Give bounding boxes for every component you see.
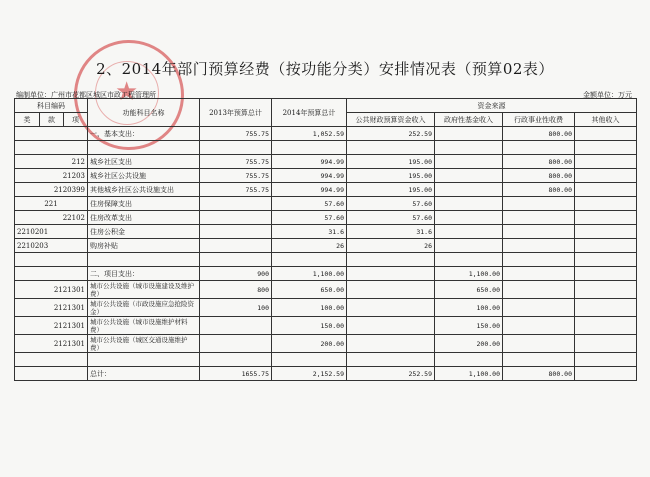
subject-code-cell: 22102 (15, 211, 88, 225)
other-income-cell (575, 127, 637, 141)
header-xiang: 项 (64, 113, 88, 127)
admin-fee-cell (503, 211, 575, 225)
fund-income-cell (435, 155, 503, 169)
y2013-cell (200, 197, 272, 211)
table-row (15, 155, 637, 169)
fund-income-cell (435, 239, 503, 253)
header-subject-code: 科目编码 (15, 99, 88, 113)
subject-code-cell: 21203 (15, 169, 88, 183)
subject-code-cell (15, 367, 88, 381)
public-income-cell: 195.00 (347, 155, 435, 169)
other-income-cell (575, 335, 637, 353)
table-row (15, 239, 637, 253)
admin-fee-cell (503, 317, 575, 335)
admin-fee-cell (503, 281, 575, 299)
table-row (15, 253, 637, 267)
other-income-cell (575, 169, 637, 183)
other-income-cell (575, 183, 637, 197)
fund-income-cell (435, 141, 503, 155)
y2013-cell: 755.75 (200, 155, 272, 169)
y2013-cell: 900 (200, 267, 272, 281)
y2013-cell (200, 253, 272, 267)
table-row (15, 197, 637, 211)
budget-table (14, 98, 637, 381)
subject-code-cell: 2120399 (15, 183, 88, 197)
admin-fee-cell (503, 225, 575, 239)
table-row (15, 225, 637, 239)
func-name-cell: 购房补贴 (88, 239, 200, 253)
y2014-cell: 57.60 (272, 197, 347, 211)
public-income-cell: 57.60 (347, 211, 435, 225)
y2014-cell: 26 (272, 239, 347, 253)
table-row (15, 281, 637, 299)
y2013-cell: 755.75 (200, 127, 272, 141)
subject-code-cell (15, 141, 88, 155)
public-income-cell (347, 141, 435, 155)
table-row (15, 183, 637, 197)
func-name-cell: 总计： (88, 367, 200, 381)
header-funding-source: 资金来源 (347, 99, 637, 113)
table-body (15, 127, 637, 381)
other-income-cell (575, 211, 637, 225)
fund-income-cell: 200.00 (435, 335, 503, 353)
table-row (15, 127, 637, 141)
public-income-cell: 26 (347, 239, 435, 253)
public-income-cell: 195.00 (347, 183, 435, 197)
fund-income-cell (435, 253, 503, 267)
amount-unit: 金额单位：万元 (583, 91, 632, 99)
table-row (15, 169, 637, 183)
fund-income-cell (435, 225, 503, 239)
admin-fee-cell (503, 353, 575, 367)
table-row (15, 299, 637, 317)
public-income-cell: 57.60 (347, 197, 435, 211)
public-income-cell (347, 317, 435, 335)
fund-income-cell: 150.00 (435, 317, 503, 335)
y2014-cell: 650.00 (272, 281, 347, 299)
other-income-cell (575, 239, 637, 253)
subject-code-cell (15, 353, 88, 367)
subject-code-cell: 2121301 (15, 299, 88, 317)
public-income-cell (347, 267, 435, 281)
func-name-cell: 城市公共设施（市政设施应急抢险资金） (88, 299, 200, 317)
y2013-cell: 800 (200, 281, 272, 299)
compiling-unit: 编制单位：广州市花都区城区市政工程管理所 (16, 91, 156, 99)
other-income-cell (575, 197, 637, 211)
func-name-cell: 住房改革支出 (88, 211, 200, 225)
fund-income-cell (435, 183, 503, 197)
y2013-cell (200, 141, 272, 155)
subject-code-cell: 2210201 (15, 225, 88, 239)
admin-fee-cell (503, 299, 575, 317)
fund-income-cell: 100.00 (435, 299, 503, 317)
admin-fee-cell: 800.00 (503, 127, 575, 141)
y2014-cell: 150.00 (272, 317, 347, 335)
admin-fee-cell: 800.00 (503, 183, 575, 197)
other-income-cell (575, 281, 637, 299)
fund-income-cell: 1,100.00 (435, 267, 503, 281)
fund-income-cell (435, 197, 503, 211)
other-income-cell (575, 353, 637, 367)
admin-fee-cell: 800.00 (503, 155, 575, 169)
func-name-cell: 其他城乡社区公共设施支出 (88, 183, 200, 197)
subject-code-cell: 2210203 (15, 239, 88, 253)
func-name-cell: 一、基本支出： (88, 127, 200, 141)
y2014-cell: 31.6 (272, 225, 347, 239)
y2014-cell: 2,152.59 (272, 367, 347, 381)
public-income-cell: 252.59 (347, 127, 435, 141)
func-name-cell: 城乡社区支出 (88, 155, 200, 169)
fund-income-cell (435, 353, 503, 367)
other-income-cell (575, 155, 637, 169)
admin-fee-cell (503, 197, 575, 211)
fund-income-cell (435, 169, 503, 183)
subject-code-cell: 221 (15, 197, 88, 211)
subject-code-cell: 2121301 (15, 317, 88, 335)
admin-fee-cell: 800.00 (503, 367, 575, 381)
subject-code-cell: 212 (15, 155, 88, 169)
subject-code-cell (15, 127, 88, 141)
y2014-cell (272, 353, 347, 367)
y2014-cell: 994.99 (272, 155, 347, 169)
fund-income-cell: 650.00 (435, 281, 503, 299)
subject-code-cell (15, 267, 88, 281)
y2013-cell (200, 225, 272, 239)
subject-code-cell: 2121301 (15, 281, 88, 299)
y2014-cell: 1,052.59 (272, 127, 347, 141)
header-admin-fee: 行政事业性收费 (503, 113, 575, 127)
header-2013-total: 2013年预算总计 (200, 99, 272, 127)
subject-code-cell (15, 253, 88, 267)
func-name-cell: 二、项目支出： (88, 267, 200, 281)
header-lei: 类 (15, 113, 40, 127)
public-income-cell: 252.59 (347, 367, 435, 381)
table-row (15, 211, 637, 225)
public-income-cell (347, 335, 435, 353)
table-row (15, 335, 637, 353)
subject-code-cell: 2121301 (15, 335, 88, 353)
y2014-cell (272, 253, 347, 267)
header-fund-income: 政府性基金收入 (435, 113, 503, 127)
header-kuan: 款 (40, 113, 64, 127)
y2013-cell (200, 317, 272, 335)
y2014-cell: 994.99 (272, 169, 347, 183)
public-income-cell (347, 281, 435, 299)
func-name-cell (88, 253, 200, 267)
other-income-cell (575, 317, 637, 335)
y2013-cell (200, 335, 272, 353)
public-income-cell (347, 299, 435, 317)
table-row (15, 317, 637, 335)
fund-income-cell (435, 127, 503, 141)
fund-income-cell (435, 211, 503, 225)
other-income-cell (575, 253, 637, 267)
func-name-cell: 住房保障支出 (88, 197, 200, 211)
other-income-cell (575, 367, 637, 381)
table-row (15, 267, 637, 281)
func-name-cell: 城市公共设施（城市设施维护材料费） (88, 317, 200, 335)
y2014-cell: 200.00 (272, 335, 347, 353)
y2014-cell (272, 141, 347, 155)
y2013-cell: 755.75 (200, 169, 272, 183)
y2013-cell: 1655.75 (200, 367, 272, 381)
table-row (15, 141, 637, 155)
other-income-cell (575, 267, 637, 281)
y2013-cell (200, 353, 272, 367)
y2013-cell (200, 239, 272, 253)
admin-fee-cell (503, 239, 575, 253)
admin-fee-cell: 800.00 (503, 169, 575, 183)
y2014-cell: 1,100.00 (272, 267, 347, 281)
public-income-cell (347, 253, 435, 267)
other-income-cell (575, 225, 637, 239)
y2014-cell: 57.60 (272, 211, 347, 225)
header-row-1 (15, 99, 637, 113)
public-income-cell: 31.6 (347, 225, 435, 239)
func-name-cell: 城市公共设施（城区交通设施维护费） (88, 335, 200, 353)
y2013-cell (200, 211, 272, 225)
func-name-cell (88, 353, 200, 367)
func-name-cell: 住房公积金 (88, 225, 200, 239)
y2013-cell: 100 (200, 299, 272, 317)
fund-income-cell: 1,100.00 (435, 367, 503, 381)
official-seal: ★ (74, 40, 184, 150)
func-name-cell (88, 141, 200, 155)
y2014-cell: 100.00 (272, 299, 347, 317)
y2013-cell: 755.75 (200, 183, 272, 197)
func-name-cell: 城乡社区公共设施 (88, 169, 200, 183)
other-income-cell (575, 299, 637, 317)
public-income-cell: 195.00 (347, 169, 435, 183)
public-income-cell (347, 353, 435, 367)
header-public-income: 公共财政预算资金收入 (347, 113, 435, 127)
admin-fee-cell (503, 253, 575, 267)
table-row (15, 353, 637, 367)
y2014-cell: 994.99 (272, 183, 347, 197)
func-name-cell: 城市公共设施（城市设施建设及维护费） (88, 281, 200, 299)
header-2014-total: 2014年预算总计 (272, 99, 347, 127)
admin-fee-cell (503, 335, 575, 353)
admin-fee-cell (503, 141, 575, 155)
table-row (15, 367, 637, 381)
header-func-name: 功能科目名称 (88, 99, 200, 127)
other-income-cell (575, 141, 637, 155)
admin-fee-cell (503, 267, 575, 281)
document-title: 2、2014年部门预算经费（按功能分类）安排情况表（预算02表） (96, 60, 554, 78)
header-other-income: 其他收入 (575, 113, 637, 127)
